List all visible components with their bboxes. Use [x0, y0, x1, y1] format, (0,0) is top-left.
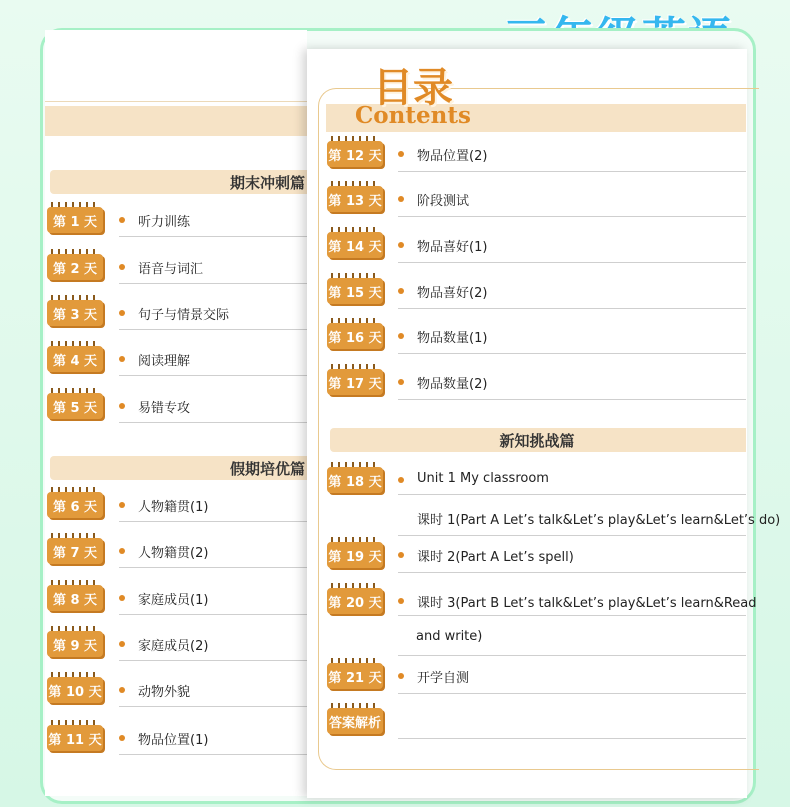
- day-badge: 第 12 天: [327, 141, 383, 167]
- toc-entry-label: 阶段测试: [417, 194, 470, 209]
- bullet-icon: [119, 403, 125, 409]
- section-header-new-knowledge: 新知挑战篇: [330, 428, 746, 452]
- day-badge: 第 3 天: [47, 300, 103, 326]
- bullet-icon: [398, 288, 404, 294]
- divider: [45, 101, 307, 102]
- bullet-icon: [119, 687, 125, 693]
- toc-entry-label: 物品位置(2): [417, 149, 488, 164]
- day-badge: 第 18 天: [327, 467, 383, 493]
- day-badge: 第 11 天: [47, 725, 103, 751]
- toc-entry-label: 物品位置(1): [138, 733, 209, 748]
- toc-entry-label: 物品数量(1): [417, 331, 488, 346]
- entry-rule: [398, 615, 746, 616]
- bullet-icon: [398, 552, 404, 558]
- day-badge: 第 8 天: [47, 585, 103, 611]
- day-badge: 第 14 天: [327, 232, 383, 258]
- bullet-icon: [398, 673, 404, 679]
- entry-rule: [119, 660, 307, 661]
- day-badge: 答案解析: [327, 708, 383, 734]
- entry-rule: [398, 494, 746, 495]
- day-badge: 第 6 天: [47, 492, 103, 518]
- section-header-holiday: 假期培优篇: [50, 456, 307, 480]
- toc-entry-label: 物品数量(2): [417, 377, 488, 392]
- toc-entry-label: 开学自测: [417, 671, 470, 686]
- bullet-icon: [119, 595, 125, 601]
- bullet-icon: [119, 356, 125, 362]
- entry-rule: [119, 521, 307, 522]
- day-badge: 第 4 天: [47, 346, 103, 372]
- bullet-icon: [398, 379, 404, 385]
- entry-rule: [398, 216, 746, 217]
- toc-entry-label: 句子与情景交际: [138, 308, 230, 323]
- day-badge: 第 15 天: [327, 278, 383, 304]
- toc-entry-label: 语音与词汇: [138, 262, 204, 277]
- toc-entry-label: and write): [416, 629, 483, 644]
- toc-entry-label: 家庭成员(2): [138, 639, 209, 654]
- toc-entry-label: 人物籍贯(2): [138, 546, 209, 561]
- header-band: [45, 106, 307, 136]
- entry-rule: [398, 262, 746, 263]
- day-badge: 第 7 天: [47, 538, 103, 564]
- toc-entry-label: 动物外貌: [138, 685, 191, 700]
- entry-rule: [398, 738, 746, 739]
- bullet-icon: [398, 151, 404, 157]
- bullet-icon: [398, 477, 404, 483]
- entry-rule: [398, 399, 746, 400]
- entry-rule: [398, 308, 746, 309]
- toc-entry-label: 物品喜好(2): [417, 286, 488, 301]
- toc-title-en: Contents: [355, 102, 471, 129]
- toc-entry-label: 家庭成员(1): [138, 593, 209, 608]
- entry-rule: [119, 614, 307, 615]
- entry-rule: [119, 567, 307, 568]
- entry-rule: [119, 754, 307, 755]
- toc-entry-label: 人物籍贯(1): [138, 500, 209, 515]
- bullet-icon: [119, 264, 125, 270]
- toc-entry-label: Unit 1 My classroom: [417, 471, 549, 486]
- bullet-icon: [119, 735, 125, 741]
- entry-rule: [398, 171, 746, 172]
- toc-entry-label: 易错专攻: [138, 401, 191, 416]
- entry-rule: [398, 572, 746, 573]
- entry-rule: [398, 693, 746, 694]
- entry-rule: [119, 375, 307, 376]
- entry-rule: [398, 353, 746, 354]
- day-badge: 第 9 天: [47, 631, 103, 657]
- bullet-icon: [119, 217, 125, 223]
- day-badge: 第 2 天: [47, 254, 103, 280]
- entry-rule: [398, 535, 746, 536]
- day-badge: 第 20 天: [327, 588, 383, 614]
- bullet-icon: [119, 310, 125, 316]
- day-badge: 第 1 天: [47, 207, 103, 233]
- day-badge: 第 13 天: [327, 186, 383, 212]
- day-badge: 第 16 天: [327, 323, 383, 349]
- entry-rule: [119, 422, 307, 423]
- day-badge: 第 5 天: [47, 393, 103, 419]
- toc-title-cn: 目录: [373, 65, 453, 111]
- section-header-final-sprint: 期末冲刺篇: [50, 170, 307, 194]
- toc-entry-label: 阅读理解: [138, 354, 191, 369]
- toc-entry-label: 物品喜好(1): [417, 240, 488, 255]
- day-badge: 第 19 天: [327, 542, 383, 568]
- entry-rule: [119, 236, 307, 237]
- day-badge: 第 21 天: [327, 663, 383, 689]
- bullet-icon: [398, 242, 404, 248]
- entry-rule: [119, 283, 307, 284]
- toc-entry-label: 课时 2(Part A Let’s spell): [417, 550, 574, 565]
- bullet-icon: [119, 548, 125, 554]
- bullet-icon: [398, 196, 404, 202]
- bullet-icon: [398, 333, 404, 339]
- bullet-icon: [119, 502, 125, 508]
- entry-rule: [119, 329, 307, 330]
- toc-entry-label: 课时 3(Part B Let’s talk&Let’s play&Let’s learn&Read: [417, 596, 757, 611]
- day-badge: 第 17 天: [327, 369, 383, 395]
- day-badge: 第 10 天: [47, 677, 103, 703]
- bullet-icon: [119, 641, 125, 647]
- entry-rule: [398, 655, 746, 656]
- toc-entry-label: 课时 1(Part A Let’s talk&Let’s play&Let’s learn&Let’s do): [417, 513, 781, 528]
- bullet-icon: [398, 598, 404, 604]
- entry-rule: [119, 706, 307, 707]
- toc-entry-label: 听力训练: [138, 215, 191, 230]
